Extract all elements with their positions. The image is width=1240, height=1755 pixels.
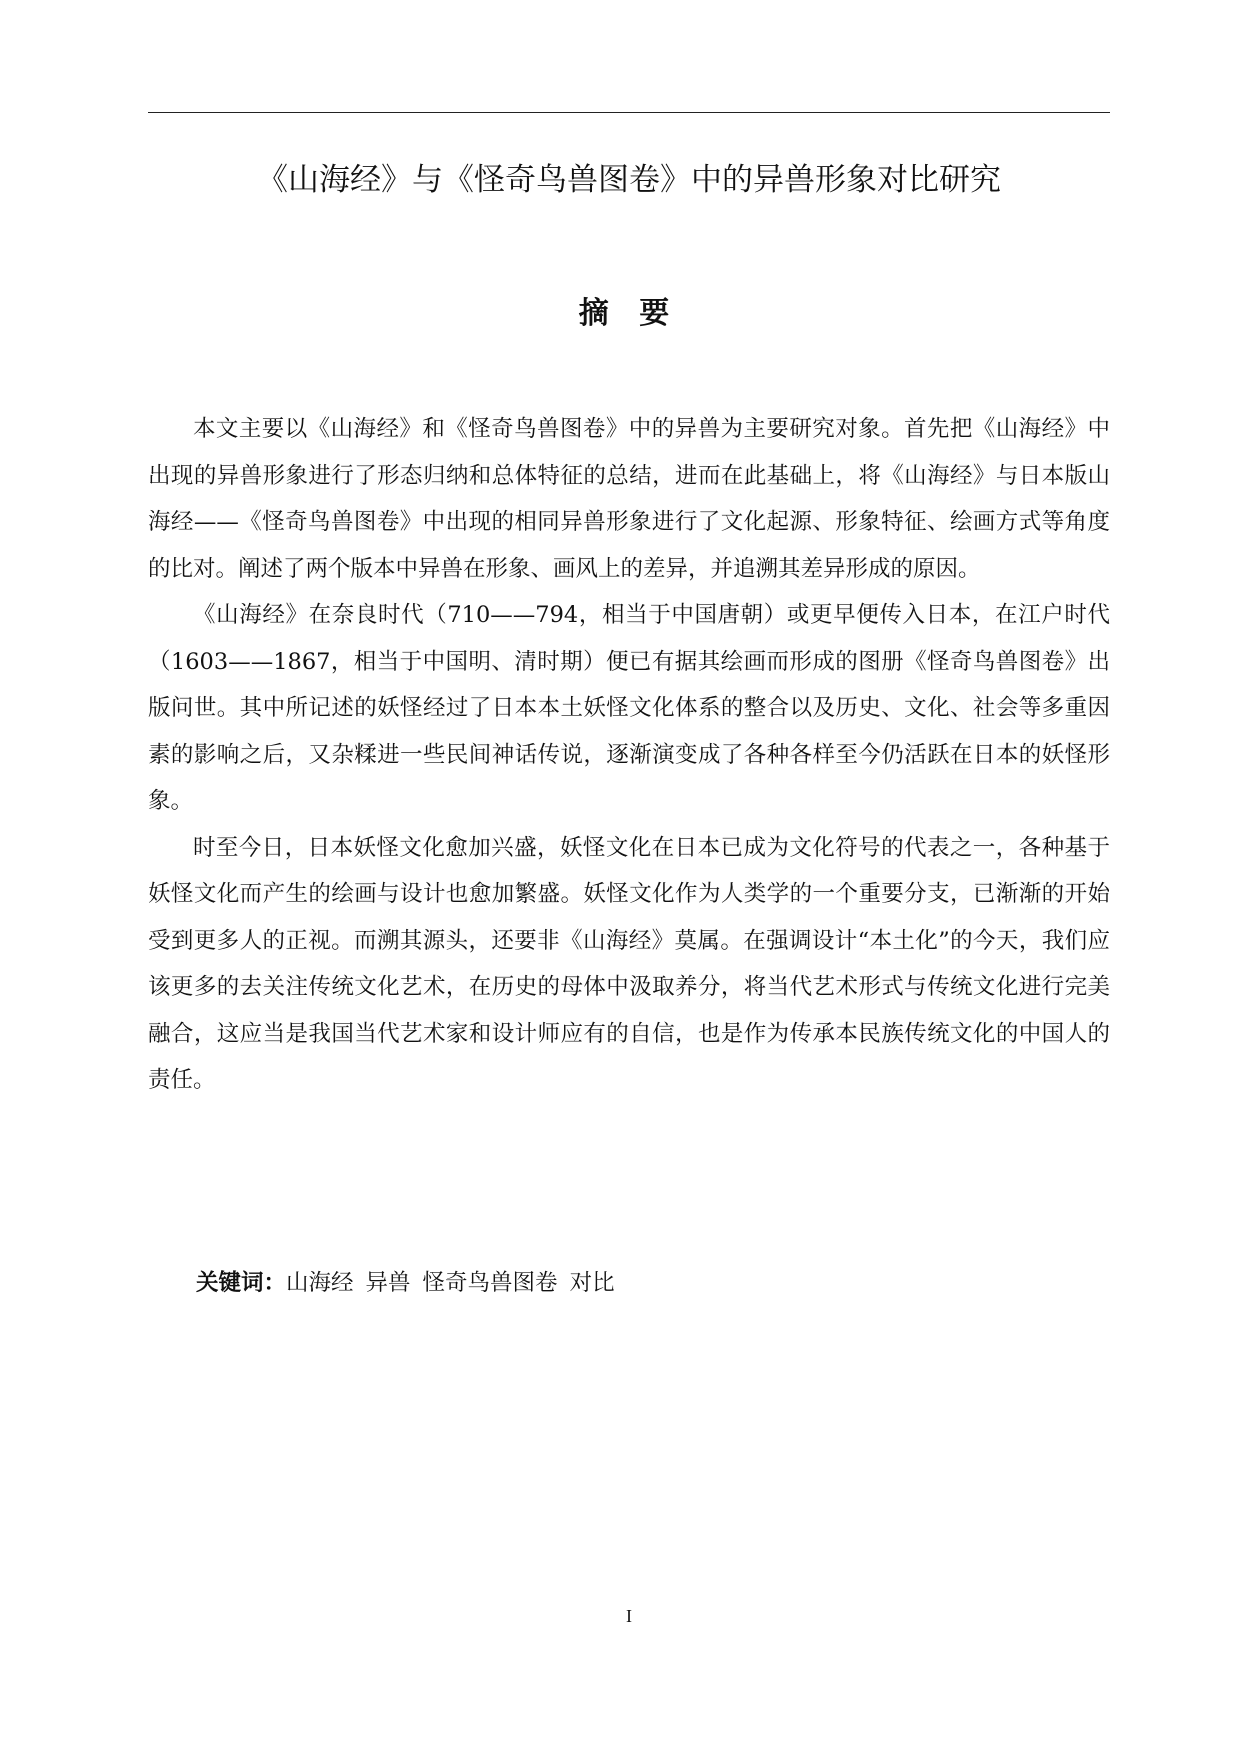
abstract-paragraph-3: 时至今日，日本妖怪文化愈加兴盛，妖怪文化在日本已成为文化符号的代表之一，各种基于妖怪文化而产生的绘画与设计也愈加繁盛。妖怪文化作为人类学的一个重要分支，已渐渐的开始受到更多人的正视。而溯其源头，还要非《山海经》莫属。在强调设计“本土化”的今天，我们应该更多的去关注传统文化艺术，在历史的母体中汲取养分，将当代艺术形式与传统文化进行完美融合，这应当是我国当代艺术家和设计师应有的自信，也是作为传承本民族传统文化的中国人的责任。 — [148, 834, 1110, 1093]
abstract-body — [148, 406, 1110, 1104]
keyword-item: 对比 — [569, 1270, 615, 1296]
abstract-heading: 摘 要 — [578, 296, 680, 331]
abstract-paragraph-1: 本文主要以《山海经》和《怪奇鸟兽图卷》中的异兽为主要研究对象。首先把《山海经》中出现的异兽形象进行了形态归纳和总体特征的总结，进而在此基础上，将《山海经》与日本版山海经——《怪奇鸟兽图卷》中出现的相同异兽形象进行了文化起源、形象特征、绘画方式等角度的比对。阐述了两个版本中异兽在形象、画风上的差异，并追溯其差异形成的原因。 — [148, 416, 1110, 582]
keywords-label: 关键词： — [196, 1270, 287, 1296]
keyword-item: 怪奇鸟兽图卷 — [422, 1270, 558, 1296]
header-rule — [148, 112, 1110, 113]
keyword-item: 山海经 — [286, 1270, 354, 1296]
document-title: 《山海经》与《怪奇鸟兽图卷》中的异兽形象对比研究 — [257, 162, 1001, 198]
page-number: I — [626, 1606, 632, 1626]
keywords-line — [196, 1260, 627, 1306]
keyword-item: 异兽 — [365, 1270, 411, 1296]
abstract-paragraph-2: 《山海经》在奈良时代（710——794，相当于中国唐朝）或更早便传入日本，在江户时代（1603——1867，相当于中国明、清时期）便已有据其绘画而形成的图册《怪奇鸟兽图卷》出版问世。其中所记述的妖怪经过了日本本土妖怪文化体系的整合以及历史、文化、社会等多重因素的影响之后，又杂糅进一些民间神话传说，逐渐演变成了各种各样至今仍活跃在日本的妖怪形象。 — [148, 602, 1110, 814]
